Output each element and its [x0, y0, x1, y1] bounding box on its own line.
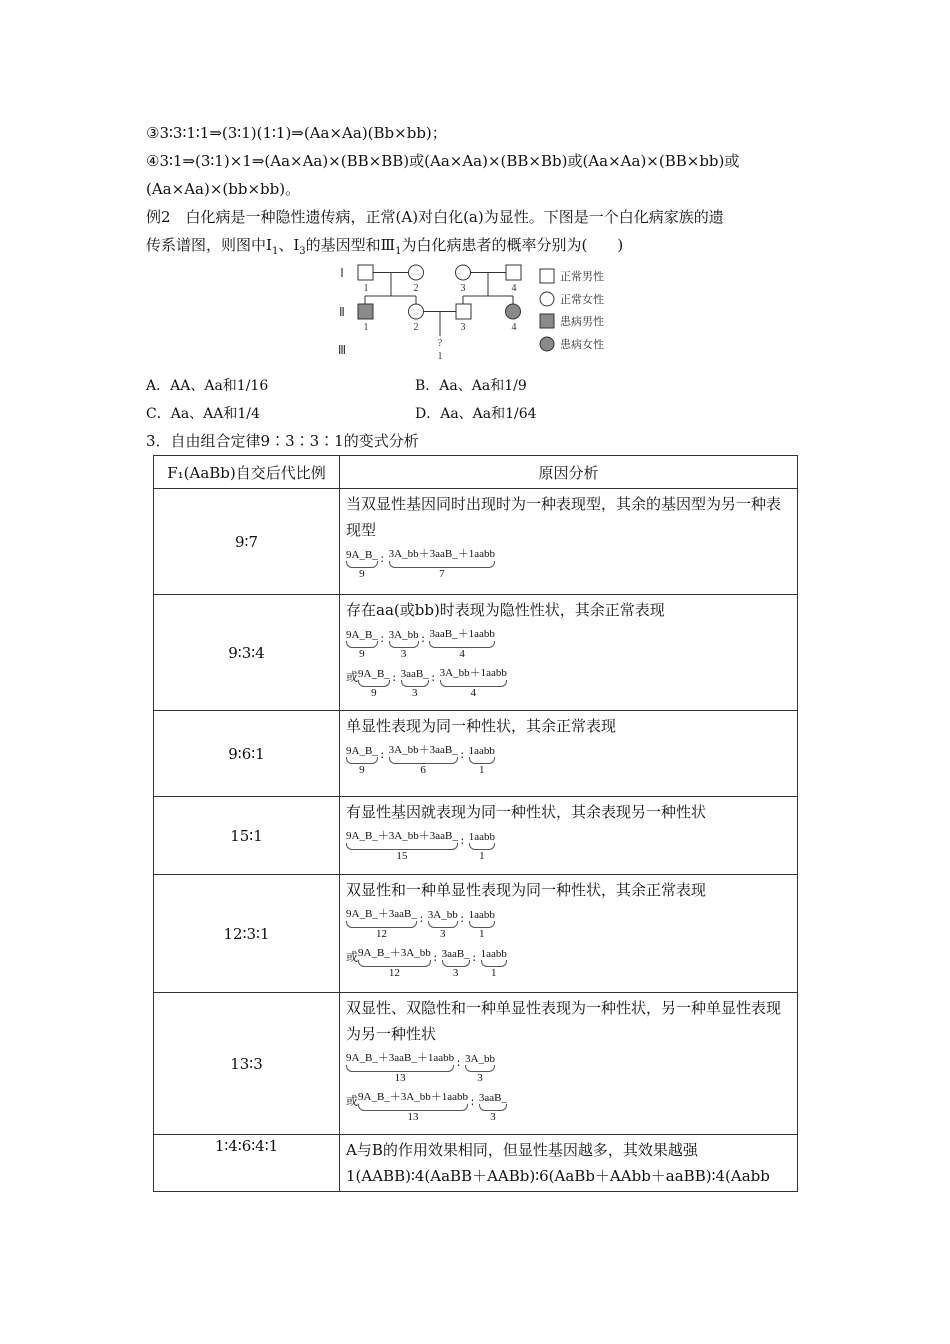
- legend-affected-female-icon: [540, 337, 554, 351]
- gen-label-3: Ⅲ: [337, 343, 347, 357]
- underbrace: [346, 1065, 454, 1072]
- ratio-cell: 12∶3∶1: [154, 875, 340, 993]
- pedigree-II2-female-normal: [409, 304, 424, 319]
- underbrace: [440, 680, 507, 687]
- legend-normal-male-icon: [540, 269, 554, 283]
- group-count: 7: [439, 568, 445, 580]
- ratio-cell: 1∶4∶6∶4∶1: [154, 1135, 340, 1192]
- brace-group: [465, 1053, 495, 1084]
- gen-label-2: Ⅱ: [339, 305, 345, 319]
- underbrace: [465, 1065, 495, 1072]
- brace-group: [389, 629, 419, 660]
- group-count: 9: [359, 764, 365, 776]
- brace-group: [346, 905, 417, 940]
- svg-text:1: 1: [363, 283, 369, 294]
- reason-cell: [340, 595, 798, 711]
- brace-formula: 9A_B_＋3aaB_＋1aabb 13 ∶ 3A_bb 3: [346, 1049, 791, 1084]
- group-count: 1: [478, 764, 485, 776]
- brace-group: [440, 664, 507, 699]
- genotype-terms: 3A_bb＋1aabb: [439, 667, 507, 679]
- text-line-4b: (Aa×Aa)×(bb×bb)。: [146, 180, 301, 198]
- group-count: 15: [396, 850, 408, 862]
- underbrace: [346, 843, 458, 850]
- svg-text:3: 3: [460, 283, 466, 294]
- genotype-terms: 9A_B_＋3aaB_＋1aabb: [346, 1052, 455, 1064]
- pedigree-II4-female-affected: [506, 304, 521, 319]
- option-a[interactable]: A．AA、Aa和1/16: [146, 378, 269, 394]
- group-count: 6: [420, 764, 426, 776]
- table-row: [154, 595, 798, 711]
- svg-text:2: 2: [413, 283, 419, 294]
- underbrace: [469, 843, 495, 850]
- header-reason: 原因分析: [340, 456, 798, 489]
- reason-text: 双显性、双隐性和一种单显性表现为一种性状，另一种单显性表现为另一种性状: [346, 999, 782, 1043]
- brace-group: [469, 745, 495, 776]
- svg-text:1: 1: [363, 322, 369, 333]
- underbrace: [358, 680, 390, 687]
- group-count: 3: [490, 1111, 496, 1123]
- reason-cell: [340, 489, 798, 595]
- group-count: 3: [411, 687, 418, 699]
- group-count: 3: [452, 967, 459, 979]
- text-line-4a: ④3∶1⇒(3∶1)×1⇒(Aa×Aa)×(BB×BB)或(Aa×Aa)×(BB×Bb)或(Aa×Aa)×(BB×bb)或: [146, 152, 740, 170]
- svg-text:2: 2: [413, 322, 419, 333]
- ratio-cell: 9∶3∶4: [154, 595, 340, 711]
- group-count: 3: [439, 928, 446, 940]
- underbrace: [469, 921, 495, 928]
- ratio-cell: 15∶1: [154, 797, 340, 875]
- underbrace: [346, 757, 378, 764]
- genotype-terms: 1aabb: [468, 745, 495, 757]
- example-2-line-1: 例2 白化病是一种隐性遗传病，正常(A)对白化(a)为显性。下图是一个白化病家族的遗: [146, 208, 724, 226]
- group-count: 4: [459, 648, 465, 660]
- table-row: [154, 875, 798, 993]
- group-count: 9: [371, 687, 377, 699]
- underbrace: [428, 921, 458, 928]
- brace-group: [401, 668, 429, 699]
- brace-group: [389, 545, 495, 580]
- legend-normal-female: 正常女性: [560, 294, 604, 306]
- genotype-terms: 3A_bb＋3aaB_: [388, 744, 458, 756]
- underbrace: [389, 561, 495, 568]
- pedigree-I2-female-normal: [409, 265, 424, 280]
- group-count: 4: [470, 687, 477, 699]
- group-count: 1: [479, 850, 485, 862]
- brace-group: [346, 629, 378, 660]
- genotype-terms: 3A_bb: [427, 909, 458, 921]
- genotype-terms: 9A_B_: [358, 668, 390, 680]
- gen-label-1: Ⅰ: [340, 266, 344, 280]
- genotype-terms: 1aabb: [468, 909, 495, 921]
- group-count: 13: [394, 1072, 406, 1084]
- table-row: [154, 1135, 798, 1192]
- brace-group: [429, 625, 494, 660]
- brace-formula: 9A_B_ 9 ∶ 3A_bb 3 ∶ 3aaB_＋1aabb 4: [346, 625, 791, 660]
- brace-group: [479, 1092, 507, 1123]
- group-count: 12: [388, 967, 400, 979]
- genotype-terms: 3A_bb: [465, 1053, 495, 1065]
- brace-group: [358, 668, 390, 699]
- brace-formula: 或 9A_B_ 9 ∶ 3aaB_ 3 ∶ 3A_bb＋1aabb 4: [346, 664, 791, 699]
- group-count: 13: [407, 1111, 419, 1123]
- brace-group: [481, 948, 507, 979]
- brace-formula: 9A_B_＋3A_bb＋3aaB_ 15 ∶ 1aabb 1: [346, 827, 791, 862]
- pedigree-II1-male-affected: [358, 304, 373, 319]
- reason-text: 当双显性基因同时出现时为一种表现型，其余的基因型为另一种表现型: [346, 495, 782, 539]
- group-count: 1: [478, 928, 485, 940]
- ratio-cell: 13∶3: [154, 993, 340, 1135]
- underbrace: [346, 561, 378, 568]
- pedigree-chart: [330, 258, 630, 368]
- legend-normal-male: 正常男性: [560, 271, 604, 283]
- underbrace: [469, 757, 495, 764]
- option-c[interactable]: C．Aa、AA和1/4: [146, 406, 260, 422]
- brace-group: [469, 831, 495, 862]
- reason-cell: [340, 711, 798, 797]
- genotype-terms: 3A_bb: [388, 629, 419, 641]
- svg-text:?: ?: [437, 338, 443, 349]
- underbrace: [346, 641, 378, 648]
- brace-formula: 或 9A_B_＋3A_bb＋1aabb 13 ∶ 3aaB_ 3: [346, 1088, 791, 1123]
- reason-cell: [340, 875, 798, 993]
- genotype-terms: 9A_B_＋3A_bb＋1aabb: [358, 1091, 469, 1103]
- reason-cell: [340, 1135, 798, 1192]
- legend-affected-male-icon: [540, 314, 554, 328]
- brace-group: [389, 741, 458, 776]
- brace-group: [469, 909, 495, 940]
- table-row: [154, 489, 798, 595]
- svg-text:3: 3: [460, 322, 466, 333]
- pedigree-I4-male-normal: [506, 265, 521, 280]
- brace-group: [346, 745, 378, 776]
- brace-group: [358, 944, 431, 979]
- genotype-terms: 9A_B_＋3aaB_: [346, 908, 417, 920]
- ratio-cell: 9∶7: [154, 489, 340, 595]
- table-row: [154, 993, 798, 1135]
- or-label: 或: [346, 670, 359, 684]
- brace-formula: 9A_B_ 9 ∶ 3A_bb＋3aaB_＋1aabb 7: [346, 545, 791, 580]
- genotype-terms: 9A_B_: [346, 745, 378, 757]
- group-count: 9: [359, 648, 365, 660]
- example-2-line-2: 传系谱图，则图中$Ⅰ_1$、$Ⅰ_3$的基因型和$Ⅲ_1$为白化病患者的概率分别为( ): [146, 236, 624, 257]
- legend-affected-female: 患病女性: [560, 339, 604, 351]
- genotype-terms: 9A_B_: [346, 629, 378, 641]
- underbrace: [358, 1104, 468, 1111]
- pedigree-I3-female-normal: [456, 265, 471, 280]
- header-ratio: F₁(AaBb)自交后代比例: [154, 456, 340, 489]
- brace-formula: 9A_B_＋3aaB_ 12 ∶ 3A_bb 3 ∶ 1aabb 1: [346, 905, 791, 940]
- svg-text:1: 1: [437, 351, 443, 362]
- brace-group: [428, 909, 458, 940]
- brace-group: [442, 948, 470, 979]
- underbrace: [479, 1104, 507, 1111]
- underbrace: [389, 641, 419, 648]
- group-count: 12: [375, 928, 387, 940]
- brace-group: [346, 827, 458, 862]
- section-heading: 3．自由组合定律9∶3∶3∶1的变式分析: [146, 432, 419, 450]
- genotype-terms: 3A_bb＋3aaB_＋1aabb: [388, 548, 495, 560]
- genotype-terms: 3aaB_＋1aabb: [429, 628, 495, 640]
- underbrace: [429, 641, 494, 648]
- ratio-cell: 9∶6∶1: [154, 711, 340, 797]
- genotype-terms: 1aabb: [480, 948, 507, 960]
- group-count: 1: [490, 967, 497, 979]
- or-label: 或: [346, 1094, 359, 1108]
- reason-cell: [340, 797, 798, 875]
- text-line-3: ③3∶3∶1∶1⇒(3∶1)(1∶1)⇒(Aa×Aa)(Bb×bb)；: [146, 124, 447, 142]
- underbrace: [346, 921, 417, 928]
- genotype-terms: 1aabb: [468, 831, 495, 843]
- group-count: 3: [477, 1072, 483, 1084]
- pedigree-II3-male-normal: [456, 304, 471, 319]
- genotype-terms: 3aaB_: [478, 1092, 507, 1104]
- genotype-terms: 9A_B_＋3A_bb＋3aaB_: [346, 830, 458, 842]
- option-b[interactable]: B．Aa、Aa和1/9: [415, 378, 527, 394]
- table-header-row: [154, 456, 798, 489]
- underbrace: [442, 960, 470, 967]
- legend-normal-female-icon: [540, 292, 554, 306]
- brace-group: [358, 1088, 468, 1123]
- legend-affected-male: 患病男性: [560, 316, 604, 328]
- brace-group: [346, 549, 378, 580]
- genotype-terms: 3aaB_: [441, 948, 470, 960]
- underbrace: [358, 960, 431, 967]
- option-d[interactable]: D．Aa、Aa和1/64: [415, 406, 537, 422]
- genotype-terms: 9A_B_＋3A_bb: [358, 947, 431, 959]
- group-count: 3: [400, 648, 407, 660]
- underbrace: [481, 960, 507, 967]
- genotype-terms: 9A_B_: [346, 549, 378, 561]
- table-row: [154, 711, 798, 797]
- reason-text: 单显性表现为同一种性状，其余正常表现: [346, 717, 617, 735]
- brace-formula: 9A_B_ 9 ∶ 3A_bb＋3aaB_ 6 ∶ 1aabb 1: [346, 741, 791, 776]
- svg-text:4: 4: [511, 283, 517, 294]
- reason-text: 双显性和一种单显性表现为同一种性状，其余正常表现: [346, 881, 707, 899]
- brace-group: [346, 1049, 454, 1084]
- group-count: 9: [359, 568, 365, 580]
- table-row: [154, 797, 798, 875]
- genotype-terms: 3aaB_: [400, 668, 429, 680]
- reason-cell: [340, 993, 798, 1135]
- pedigree-I1-male-normal: [358, 265, 373, 280]
- reason-text: 存在aa(或bb)时表现为隐性性状，其余正常表现: [346, 601, 665, 619]
- brace-formula: 或 9A_B_＋3A_bb 12 ∶ 3aaB_ 3 ∶ 1aabb 1: [346, 944, 791, 979]
- svg-text:4: 4: [511, 322, 517, 333]
- underbrace: [389, 757, 458, 764]
- ratio-table: [153, 455, 798, 1192]
- or-label: 或: [346, 950, 359, 964]
- reason-text: A与B的作用效果相同，但显性基因越多，其效果越强1(AABB)∶4(AaBB＋AABb)∶6(AaBb＋AAbb＋aaBB)∶4(Aabb: [346, 1141, 770, 1185]
- reason-text: 有显性基因就表现为同一种性状，其余表现另一种性状: [346, 803, 707, 821]
- underbrace: [401, 680, 429, 687]
